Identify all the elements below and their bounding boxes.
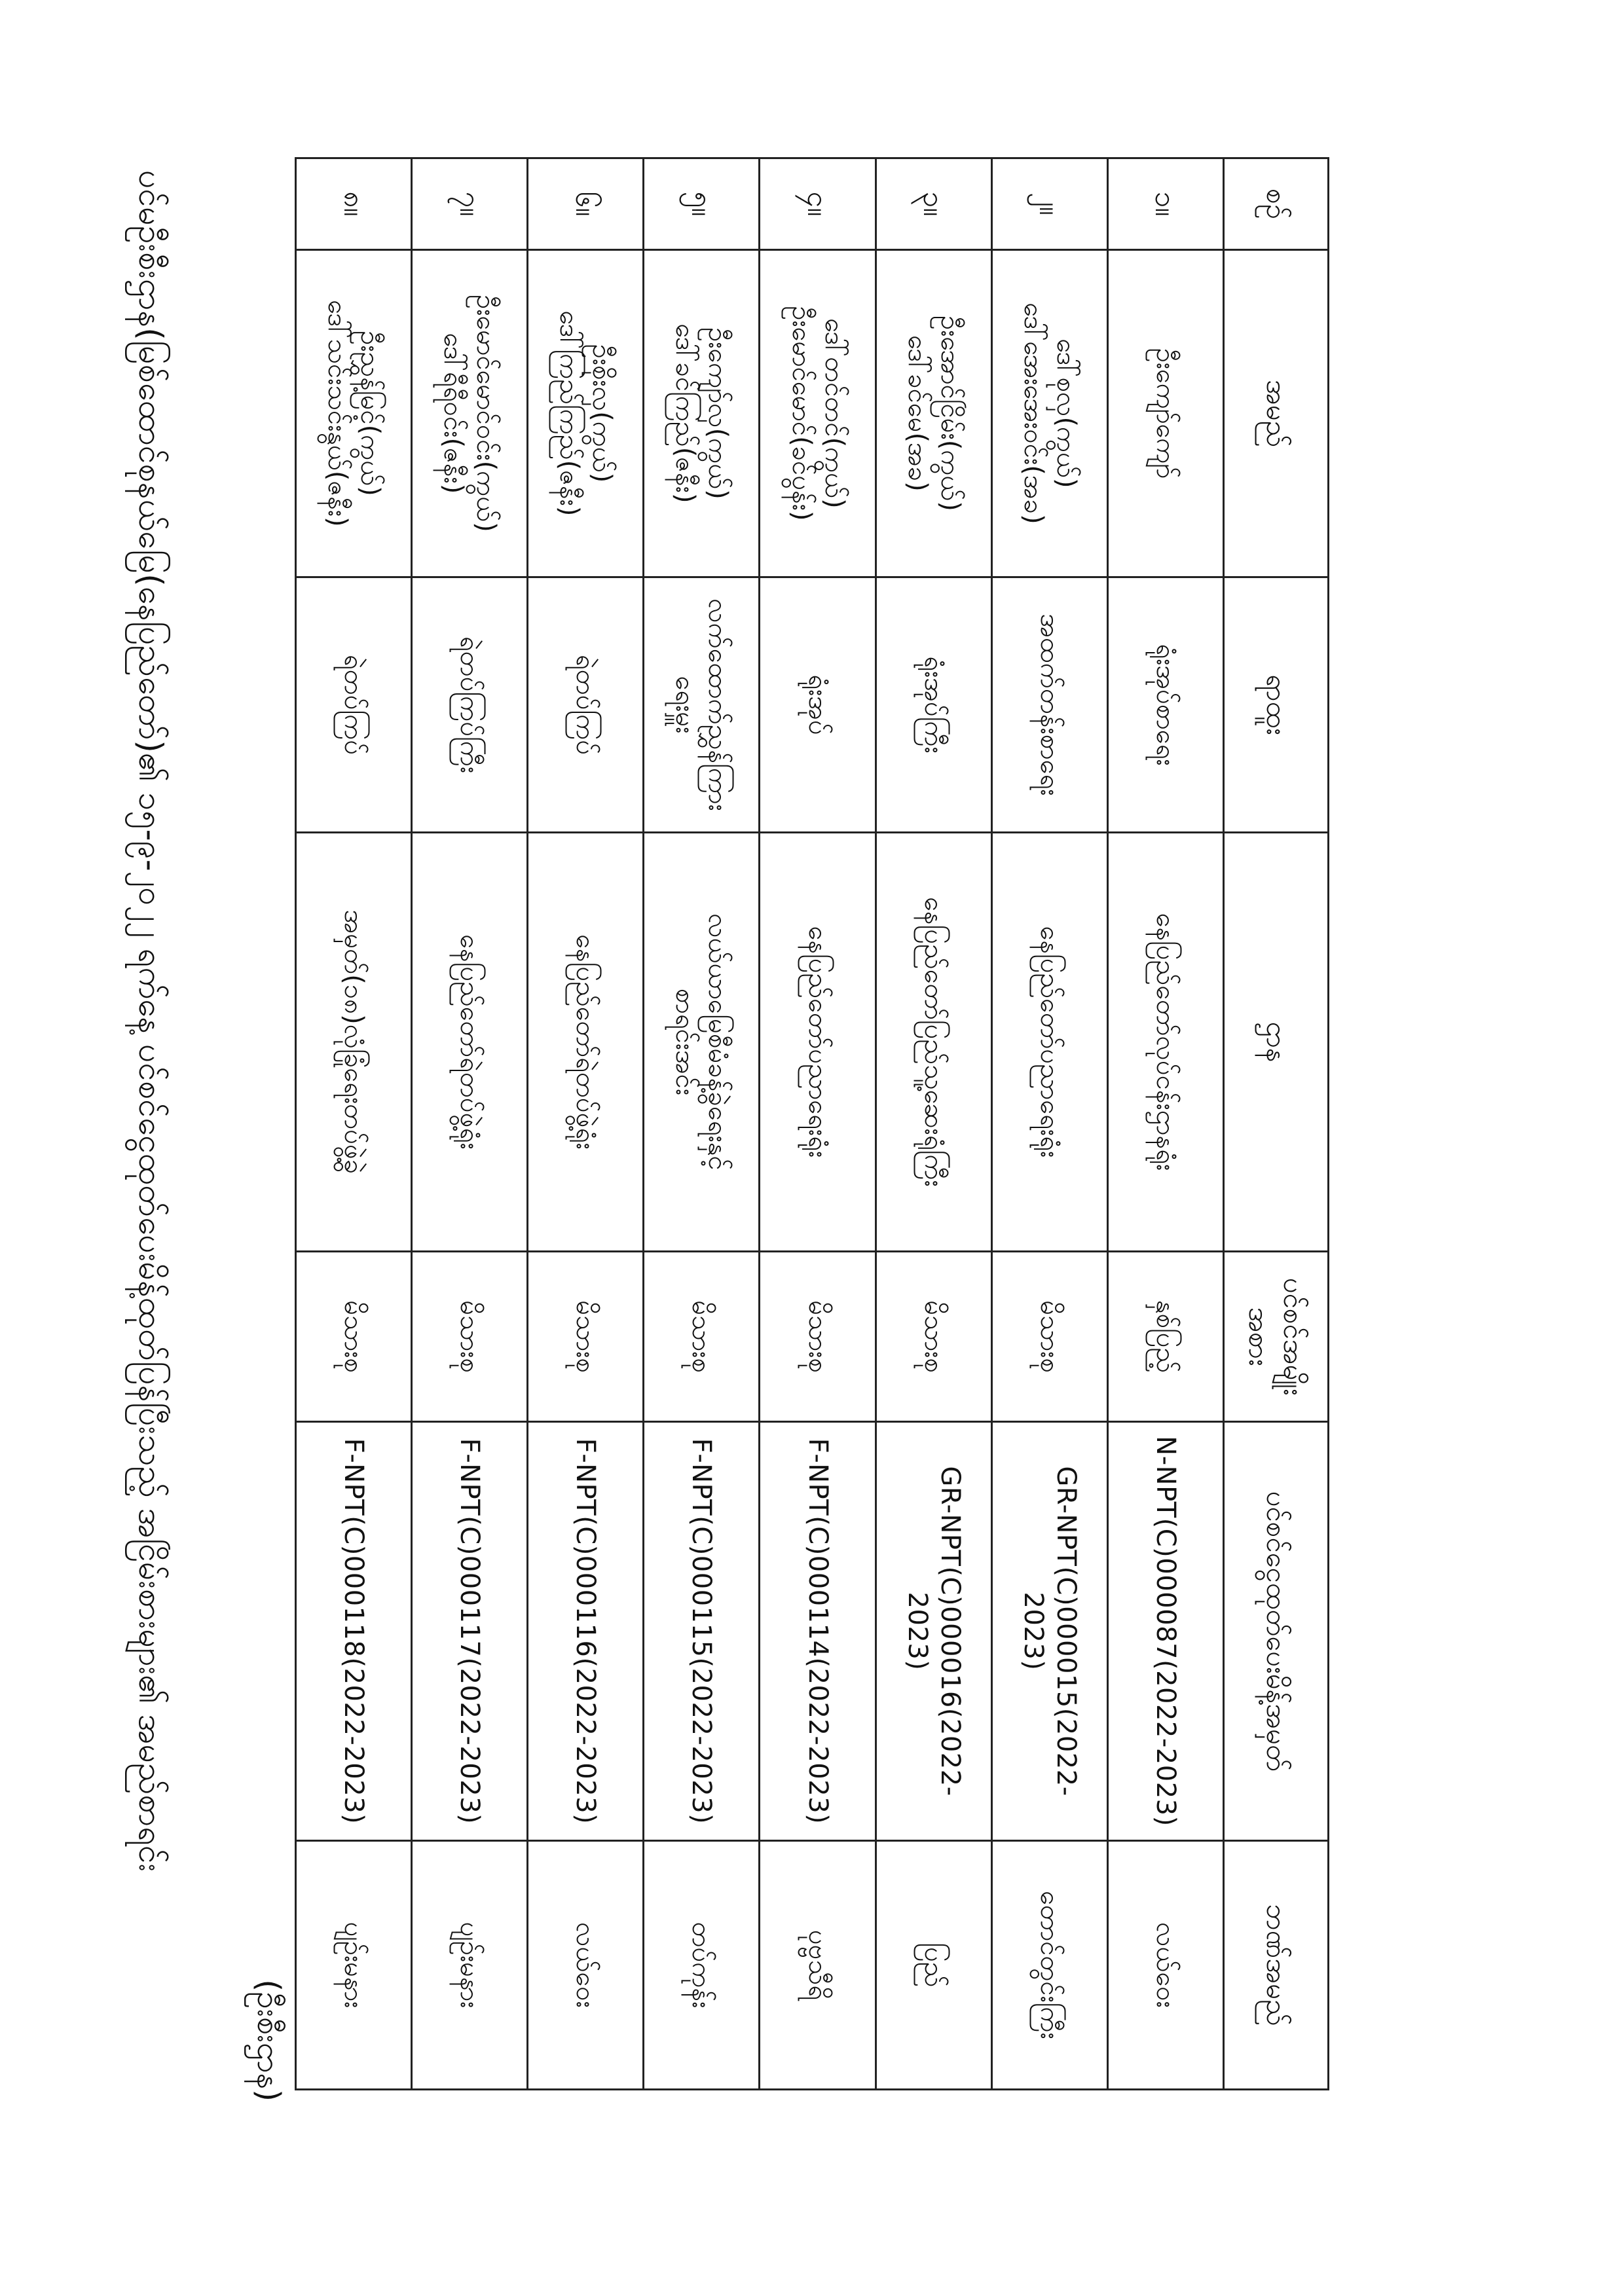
cell-name-line: ဒေါ်အေးအေးဝင်း(အခ) bbox=[1018, 302, 1048, 524]
cell-name bbox=[760, 250, 876, 577]
cell-name-line: ဒေါ်စုလှ(ကွယ်) bbox=[1050, 338, 1081, 488]
cell-name bbox=[991, 250, 1107, 577]
cell-department-line: နေပြည်တော်လုပ်ငန်းဌာနရုံး bbox=[1150, 913, 1181, 1171]
cell-position: ရုံးအုပ်ကြီး bbox=[876, 577, 991, 833]
table-header-row bbox=[1224, 158, 1329, 2090]
cell-name bbox=[1107, 250, 1223, 577]
cell-name bbox=[528, 250, 644, 577]
cell-pension-type: မိသားစု bbox=[296, 1252, 412, 1422]
cell-position: ရဲတပ်ကြပ် bbox=[528, 577, 644, 833]
cell-department-line: နေပြည်တော်ရဲတပ်ဖွဲ့ရုံး bbox=[570, 934, 601, 1150]
header-no: စဉ် bbox=[1224, 158, 1329, 250]
cell-name-line: ဒေါ်သင်းသင်းနွယ်(ဇနီး) bbox=[322, 300, 353, 527]
cell-no: ၅။ bbox=[644, 158, 760, 250]
source-note: (ဦးစီးဌာန) bbox=[250, 1979, 287, 2102]
header-remark: ဘဏ်အမည် bbox=[1224, 1841, 1329, 2090]
cell-name bbox=[296, 250, 412, 577]
cell-position: ရဲတပ်ကြပ် bbox=[296, 577, 412, 833]
cell-remark: ပျဉ်းမနား bbox=[296, 1841, 412, 2090]
cell-department bbox=[412, 833, 528, 1252]
table-row bbox=[644, 158, 760, 2090]
table-row bbox=[296, 158, 412, 2090]
cell-department-line: နေပြည်တော်ပြည်သူ့ဆေးရုံကြီး bbox=[918, 897, 949, 1187]
cell-no: ၆။ bbox=[528, 158, 644, 250]
cell-department-line: အမှတ်(၁၈)လုံခြုံရေးတပ်ဖွဲ့ခွဲ bbox=[339, 909, 369, 1175]
header-department: ဌာန bbox=[1224, 833, 1329, 1252]
cell-name-line: ဦးကျော်ကျော် bbox=[1150, 348, 1181, 479]
table-row bbox=[876, 158, 991, 2090]
cell-name-line: ဒေါ်ကြည်ကြည်(ဇနီး) bbox=[554, 310, 585, 517]
header-position: ရာထူး bbox=[1224, 577, 1329, 833]
cell-name bbox=[644, 250, 760, 577]
cell-order-no: F-NPT(C)000118(2022-2023) bbox=[296, 1422, 412, 1841]
cell-pension-type: နှစ်ပြည့် bbox=[1107, 1252, 1223, 1422]
cell-order-no: F-NPT(C)000116(2022-2023) bbox=[528, 1422, 644, 1841]
cell-no: ၈။ bbox=[296, 158, 412, 250]
cell-department-line: စာရင်းအင်း bbox=[670, 988, 701, 1096]
cell-pension-type: မိသားစု bbox=[876, 1252, 991, 1422]
cell-department bbox=[1107, 833, 1223, 1252]
cell-position: လက်ထောက်ညွှန်ကြားရေးမှူး bbox=[644, 577, 760, 833]
cell-remark: လယ်ဝေး bbox=[1107, 1841, 1223, 2090]
cell-department bbox=[760, 833, 876, 1252]
cell-remark: ပုဗ္ဗသီရိ bbox=[760, 1841, 876, 2090]
header-pension-type: ပင်စင်အမျိုးအစား bbox=[1224, 1252, 1329, 1422]
pension-record-table bbox=[295, 157, 1329, 2090]
header-name: အမည် bbox=[1224, 250, 1329, 577]
cell-no: ၄။ bbox=[760, 158, 876, 250]
cell-department bbox=[528, 833, 644, 1252]
cell-department bbox=[876, 833, 991, 1252]
cell-no: ၁။ bbox=[1107, 158, 1223, 250]
cell-department-line: လယ်ယာမြေစီမံခန့်ခွဲရေးနှင့် bbox=[703, 913, 733, 1171]
cell-pension-type: မိသားစု bbox=[991, 1252, 1107, 1422]
cell-remark: တောင်တွင်းကြီး bbox=[991, 1841, 1107, 2090]
cell-name-line: ဒေါ်ခင်မေ(အခ) bbox=[902, 335, 932, 492]
cell-remark: ပျဉ်းမနား bbox=[412, 1841, 528, 2090]
table-body bbox=[296, 158, 1224, 2090]
cell-order-no: F-NPT(C)000115(2022-2023) bbox=[644, 1422, 760, 1841]
header-order-no: ပင်စင်ငွေထုတ်ပေးမိန့်အမှတ် bbox=[1224, 1422, 1329, 1841]
cell-pension-type: မိသားစု bbox=[528, 1252, 644, 1422]
cell-department-line: နေပြည်တော်ပညာရေးရုံး bbox=[1034, 926, 1065, 1158]
cell-name-line: ဦးမောင်မောင်(ခင်ပွန်း) bbox=[786, 306, 817, 521]
cell-name bbox=[876, 250, 991, 577]
cell-name-line: ဒေါ်ရီရီဝင်း(ဇနီး) bbox=[438, 333, 469, 494]
cell-order-no: N-NPT(C)000087(2022-2023) bbox=[1107, 1422, 1223, 1841]
table-row bbox=[412, 158, 528, 2090]
cell-name bbox=[412, 250, 528, 577]
cell-remark: တပ်ကုန်း bbox=[644, 1841, 760, 2090]
cell-position: အထက်တန်းစာရေး bbox=[991, 577, 1107, 833]
cell-pension-type: မိသားစု bbox=[760, 1252, 876, 1422]
cell-order-no: F-NPT(C)000117(2022-2023) bbox=[412, 1422, 528, 1841]
cell-order-no: GR-NPT(C)000015(2022-2023) bbox=[991, 1422, 1107, 1841]
cell-remark: ပြည် bbox=[876, 1841, 991, 2090]
cell-order-no: F-NPT(C)000114(2022-2023) bbox=[760, 1422, 876, 1841]
cell-department-line: နေပြည်တော်ရဲတပ်ဖွဲ့ရုံး bbox=[454, 934, 485, 1150]
cell-department bbox=[296, 833, 412, 1252]
document-title: ပင်မဦးစီးဌာန(မြစ်ထောင်စုနယ်မြေ(နေပြည်တော်)၏ ၁၅-၉-၂၀၂၂ ရက်နေ့ ပင်စင်ငွေထုတ်ပေးမိန့်ထုတ်ပြန်ပြီးသည့် အငြိမ်းစားများ၏ အမည်စာရင်း bbox=[132, 170, 170, 1872]
table-row bbox=[528, 158, 644, 2090]
cell-department bbox=[991, 833, 1107, 1252]
cell-no: ၃။ bbox=[876, 158, 991, 250]
table-row bbox=[1107, 158, 1223, 2090]
cell-position: ရုံးအုပ်စာရေး bbox=[1107, 577, 1223, 833]
table-row bbox=[991, 158, 1107, 2090]
cell-position: ရဲတပ်ကြပ်ကြီး bbox=[412, 577, 528, 833]
cell-name-line: ဦးအောင်ငြိမ်း(ကွယ်) bbox=[934, 316, 965, 511]
cell-no: ၂။ bbox=[991, 158, 1107, 250]
cell-department bbox=[644, 833, 760, 1252]
cell-name-line: ဦးကျော်လှ(ကွယ်) bbox=[703, 327, 733, 500]
cell-pension-type: မိသားစု bbox=[412, 1252, 528, 1422]
cell-name-line: ဦးမောင်မောင်ဝင်း(ကွယ်) bbox=[471, 295, 502, 532]
cell-name-line: ဒေါ်တင်တင်(ကွယ်) bbox=[819, 318, 849, 509]
cell-position: ရုံးအုပ် bbox=[760, 577, 876, 833]
cell-no: ၇။ bbox=[412, 158, 528, 250]
cell-name-line: ဦးညွှန့်မြင့်(ကွယ်) bbox=[355, 331, 386, 496]
cell-department-line: နေပြည်တော်ပညာရေးရုံး bbox=[802, 926, 833, 1158]
cell-name-line: ဒေါ်ခင်ကြည်(ဇနီး) bbox=[670, 323, 701, 503]
cell-name-line: ဦးစိုးလှ(ကွယ်) bbox=[587, 344, 618, 483]
table-row bbox=[760, 158, 876, 2090]
cell-order-no: GR-NPT(C)000016(2022-2023) bbox=[876, 1422, 991, 1841]
cell-remark: လယ်ဝေး bbox=[528, 1841, 644, 2090]
cell-pension-type: မိသားစု bbox=[644, 1252, 760, 1422]
